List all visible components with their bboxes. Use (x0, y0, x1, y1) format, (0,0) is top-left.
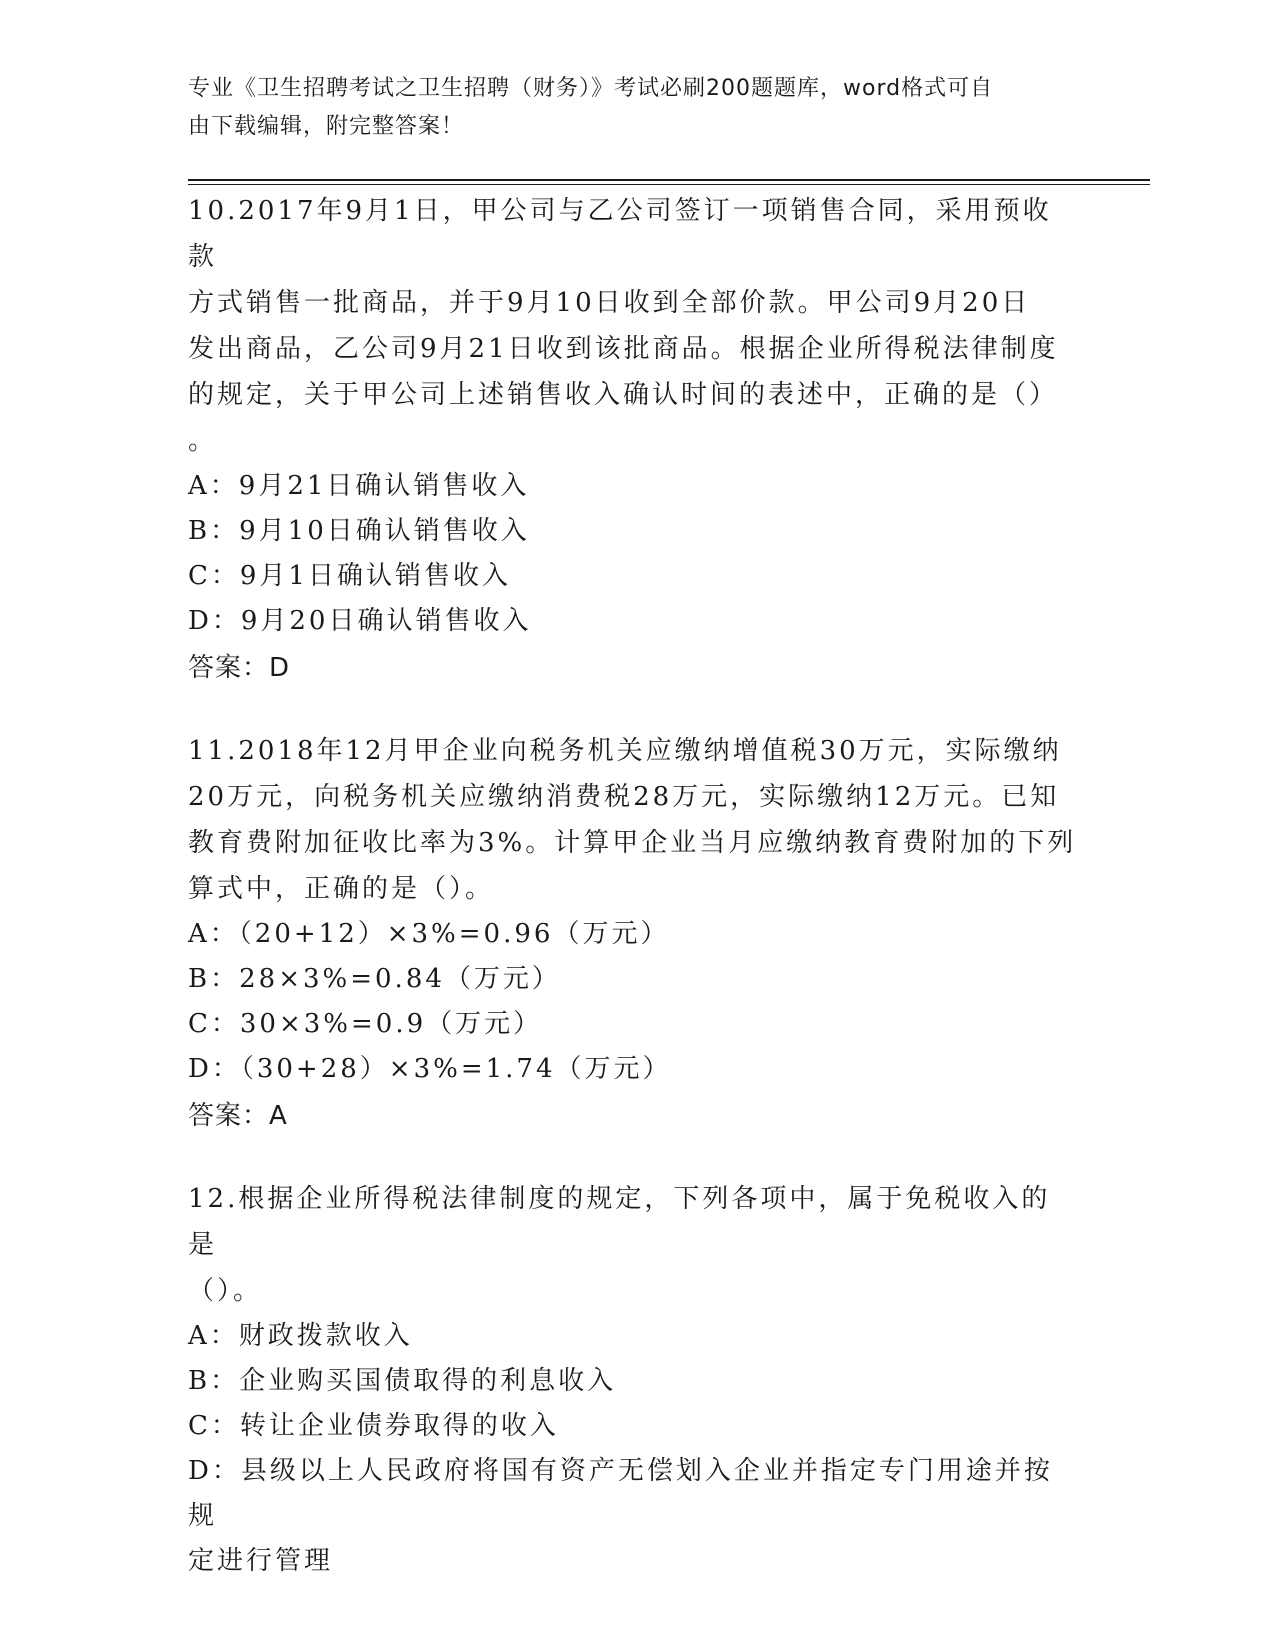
question-stem-line: 12.根据企业所得税法律制度的规定，下列各项中，属于免税收入的是 (188, 1184, 1051, 1260)
header-divider-thick (188, 179, 1150, 181)
option-a: A：（20+12）×3%=0.96（万元） (188, 919, 670, 949)
question-stem-line: 11.2018年12月甲企业向税务机关应缴纳增值税30万元，实际缴纳 (188, 736, 1062, 766)
option-b: B：28×3%=0.84（万元） (188, 964, 561, 994)
option-a: A：财政拨款收入 (188, 1321, 413, 1351)
question-11 (188, 728, 1078, 1140)
question-stem-line: 发出商品，乙公司9月21日收到该批商品。根据企业所得税法律制度 (188, 334, 1059, 364)
option-d: D：（30+28）×3%=1.74（万元） (188, 1054, 672, 1084)
option-a: A：9月21日确认销售收入 (188, 471, 530, 501)
question-stem-line: 算式中，正确的是（）。 (188, 874, 495, 904)
option-b: B：9月10日确认销售收入 (188, 516, 530, 546)
question-10 (188, 188, 1078, 692)
option-c: C：转让企业债券取得的收入 (188, 1411, 559, 1441)
option-d: D：9月20日确认销售收入 (188, 606, 532, 636)
header-divider-thin (188, 184, 1150, 185)
question-stem-line: 教育费附加征收比率为3%。计算甲企业当月应缴纳教育费附加的下列 (188, 828, 1077, 858)
question-stem-line: 的规定，关于甲公司上述销售收入确认时间的表述中，正确的是（） (188, 380, 1059, 410)
question-list (188, 188, 1078, 1620)
question-12 (188, 1176, 1078, 1584)
question-stem-line: 20万元，向税务机关应缴纳消费税28万元，实际缴纳12万元。已知 (188, 782, 1060, 812)
document-header (188, 70, 1068, 146)
answer-label: 答案：A (188, 1101, 288, 1131)
header-line-1: 专业《卫生招聘考试之卫生招聘（财务）》考试必刷200题题库，word格式可自 (188, 76, 994, 101)
option-d-continued: 定进行管理 (188, 1546, 334, 1576)
question-stem-line: 10.2017年9月1日，甲公司与乙公司签订一项销售合同，采用预收款 (188, 196, 1052, 272)
option-b: B：企业购买国债取得的利息收入 (188, 1366, 617, 1396)
header-line-2: 由下载编辑，附完整答案！ (188, 114, 465, 139)
question-stem-line: 。 (188, 426, 218, 456)
option-c: C：9月1日确认销售收入 (188, 561, 511, 591)
question-stem-line: （）。 (188, 1276, 263, 1306)
question-stem-line: 方式销售一批商品，并于9月10日收到全部价款。甲公司9月20日 (188, 288, 1031, 318)
option-c: C：30×3%=0.9（万元） (188, 1009, 543, 1039)
option-d: D：县级以上人民政府将国有资产无偿划入企业并指定专门用途并按规 (188, 1456, 1053, 1531)
answer-label: 答案：D (188, 653, 291, 683)
